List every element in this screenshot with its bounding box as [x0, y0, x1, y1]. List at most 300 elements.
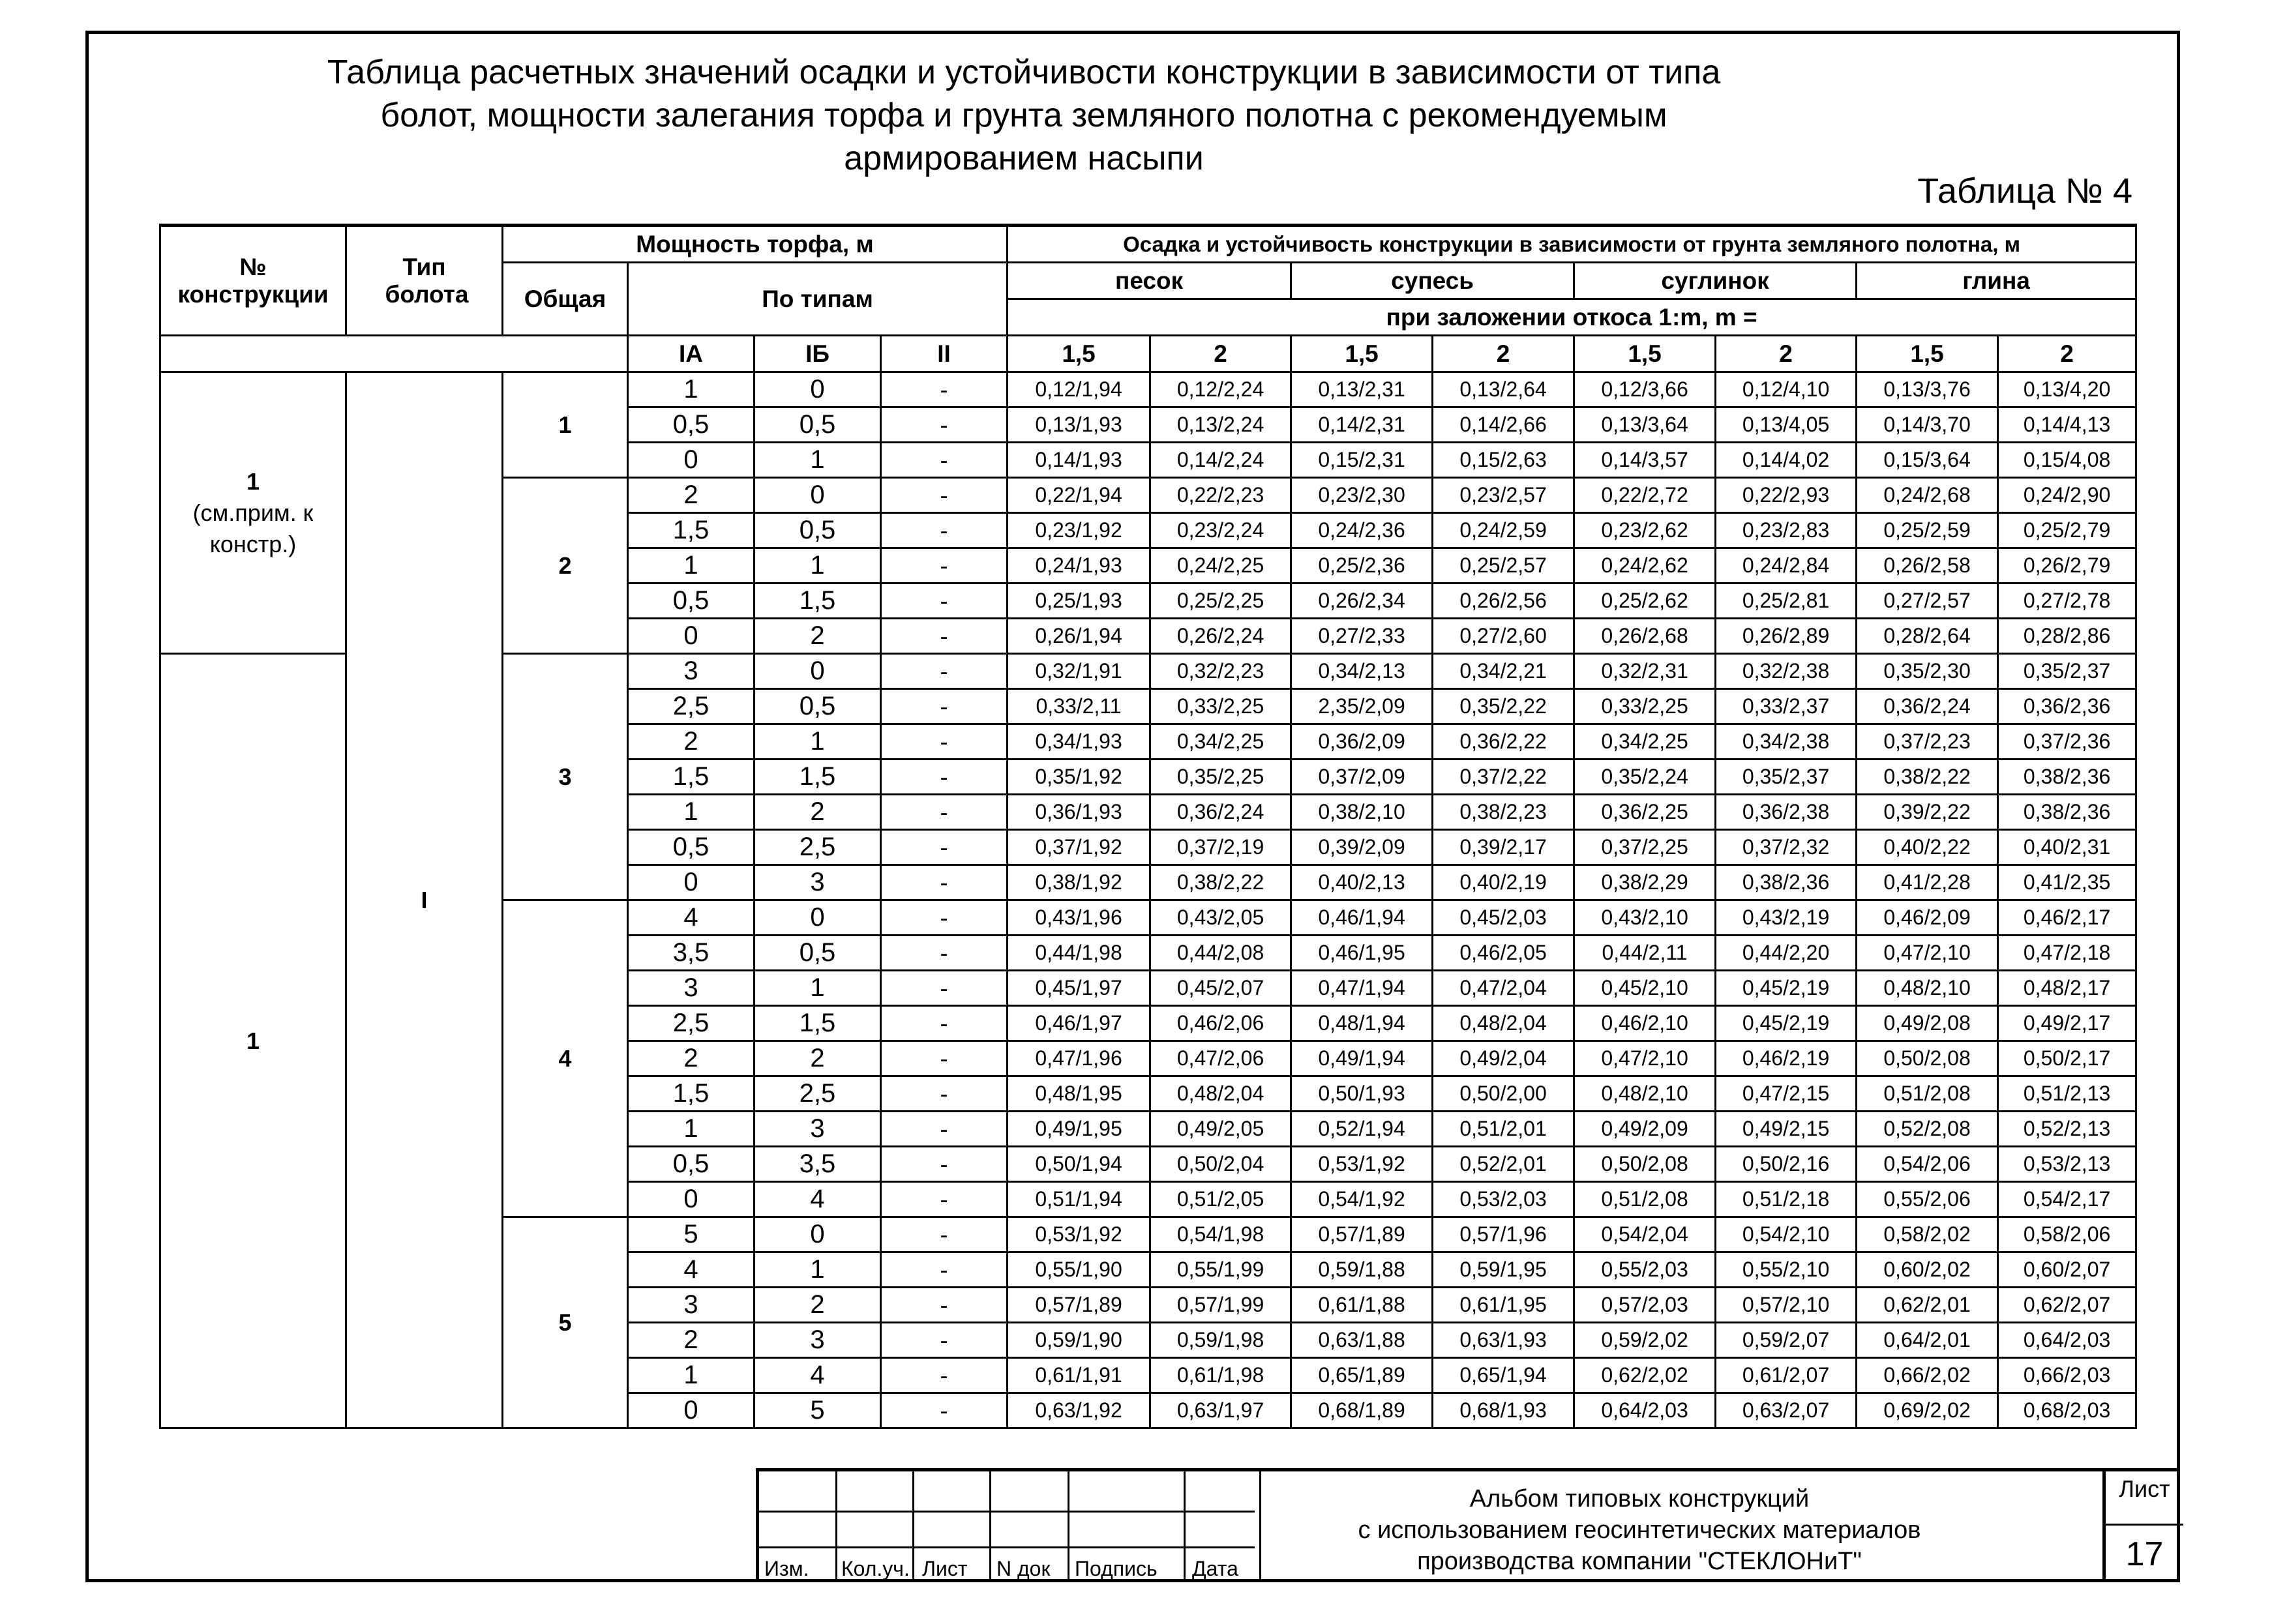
settlement-value-cell: 0,45/2,19: [1716, 1006, 1857, 1041]
page-title: [222, 51, 1826, 180]
peat-type-cell: 1,5: [628, 513, 755, 548]
peat-type-cell: -: [881, 1288, 1008, 1323]
settlement-value-cell: 0,26/2,58: [1857, 548, 1998, 583]
settlement-value-cell: 0,36/2,24: [1150, 795, 1291, 830]
settlement-value-cell: 0,46/1,97: [1008, 1006, 1150, 1041]
settlement-value-cell: 0,34/2,25: [1574, 724, 1716, 760]
settlement-value-cell: 0,35/2,24: [1574, 760, 1716, 795]
peat-type-cell: -: [881, 1252, 1008, 1288]
album-title: [1261, 1483, 2018, 1577]
settlement-value-cell: 0,12/4,10: [1716, 372, 1857, 407]
peat-type-cell: -: [881, 760, 1008, 795]
peat-type-cell: 2,5: [755, 1076, 881, 1112]
settlement-value-cell: 0,14/3,57: [1574, 443, 1716, 478]
settlement-value-cell: 0,64/2,03: [1574, 1393, 1716, 1428]
settlement-value-cell: 0,48/2,10: [1574, 1076, 1716, 1112]
peat-type-cell: -: [881, 1041, 1008, 1076]
settlement-value-cell: 0,22/2,72: [1574, 478, 1716, 513]
settlement-value-cell: 0,36/2,09: [1291, 724, 1433, 760]
settlement-value-cell: 0,53/2,03: [1433, 1182, 1574, 1217]
peat-type-cell: 2: [628, 724, 755, 760]
peat-type-cell: 2: [755, 1288, 881, 1323]
settlement-value-cell: 0,61/1,98: [1150, 1358, 1291, 1393]
peat-type-cell: 3: [755, 1323, 881, 1358]
settlement-value-cell: 0,13/4,05: [1716, 407, 1857, 443]
settlement-value-cell: 0,66/2,03: [1998, 1358, 2136, 1393]
peat-type-cell: 1,5: [755, 583, 881, 619]
header-total: Общая: [503, 263, 628, 336]
peat-type-cell: -: [881, 548, 1008, 583]
peat-type-cell: 0: [628, 443, 755, 478]
settlement-value-cell: 0,45/2,07: [1150, 971, 1291, 1006]
settlement-value-cell: 0,49/1,94: [1291, 1041, 1433, 1076]
settlement-value-cell: 0,62/2,01: [1857, 1288, 1998, 1323]
settlement-value-cell: 0,26/2,34: [1291, 583, 1433, 619]
settlement-value-cell: 0,57/1,89: [1291, 1217, 1433, 1252]
settlement-value-cell: 0,27/2,78: [1998, 583, 2136, 619]
settlement-value-cell: 0,13/3,64: [1574, 407, 1716, 443]
total-thickness-cell: 1: [503, 372, 628, 478]
settlement-value-cell: 0,38/2,23: [1433, 795, 1574, 830]
settlement-value-cell: 0,40/2,22: [1857, 830, 1998, 865]
settlement-value-cell: 0,54/2,04: [1574, 1217, 1716, 1252]
settlement-value-cell: 0,54/1,98: [1150, 1217, 1291, 1252]
settlement-value-cell: 0,25/2,62: [1574, 583, 1716, 619]
settlement-value-cell: 0,40/2,31: [1998, 830, 2136, 865]
settlement-value-cell: 0,48/1,94: [1291, 1006, 1433, 1041]
settlement-value-cell: 0,35/2,22: [1433, 689, 1574, 724]
settlement-value-cell: 0,59/1,98: [1150, 1323, 1291, 1358]
header-settlement: Осадка и устойчивость конструкции в зависимости от грунта земляного полотна, м: [1008, 226, 2136, 263]
settlement-value-cell: 0,41/2,28: [1857, 865, 1998, 900]
settlement-value-cell: 0,14/2,66: [1433, 407, 1574, 443]
settlement-value-cell: 0,15/4,08: [1998, 443, 2136, 478]
settlement-value-cell: 0,64/2,03: [1998, 1323, 2136, 1358]
settlement-value-cell: 0,33/2,25: [1574, 689, 1716, 724]
peat-type-cell: 1: [755, 1252, 881, 1288]
peat-type-cell: -: [881, 689, 1008, 724]
settlement-value-cell: 0,35/2,25: [1150, 760, 1291, 795]
settlement-value-cell: 0,53/1,92: [1008, 1217, 1150, 1252]
settlement-value-cell: 0,38/2,10: [1291, 795, 1433, 830]
settlement-value-cell: 0,36/2,38: [1716, 795, 1857, 830]
settlement-value-cell: 0,24/1,93: [1008, 548, 1150, 583]
header-by-types: По типам: [628, 263, 1008, 336]
peat-type-cell: 1: [755, 443, 881, 478]
settlement-value-cell: 0,49/2,17: [1998, 1006, 2136, 1041]
settlement-value-cell: 0,50/2,08: [1574, 1147, 1716, 1182]
table-row: [160, 372, 2136, 407]
settlement-value-cell: 0,54/2,10: [1716, 1217, 1857, 1252]
peat-type-cell: -: [881, 1076, 1008, 1112]
peat-type-cell: 0: [755, 372, 881, 407]
settlement-value-cell: 0,46/2,10: [1574, 1006, 1716, 1041]
settlement-value-cell: 0,44/1,98: [1008, 936, 1150, 971]
peat-type-cell: 1,5: [628, 1076, 755, 1112]
peat-type-cell: -: [881, 830, 1008, 865]
settlement-value-cell: 0,38/1,92: [1008, 865, 1150, 900]
settlement-value-cell: 0,48/2,04: [1150, 1076, 1291, 1112]
header-slope: при заложении откоса 1:m, m =: [1008, 299, 2136, 336]
settlement-value-cell: 0,65/1,94: [1433, 1358, 1574, 1393]
header-clay: глина: [1857, 263, 2136, 299]
settlement-value-cell: 0,35/2,37: [1716, 760, 1857, 795]
header-ia: IА: [628, 336, 755, 372]
settlement-value-cell: 0,28/2,86: [1998, 619, 2136, 654]
settlement-value-cell: 0,32/1,91: [1008, 654, 1150, 689]
stamp-label-data: Дата: [1192, 1557, 1238, 1580]
album-line-2: с использованием геосинтетических материалов: [1358, 1516, 1921, 1544]
settlement-value-cell: 0,43/1,96: [1008, 900, 1150, 936]
settlement-value-cell: 0,26/2,24: [1150, 619, 1291, 654]
stamp-label-podpis: Подпись: [1075, 1557, 1158, 1580]
peat-type-cell: 0: [628, 1393, 755, 1428]
settlement-value-cell: 0,68/1,93: [1433, 1393, 1574, 1428]
settlement-value-cell: 0,25/2,59: [1857, 513, 1998, 548]
peat-type-cell: 0: [755, 1217, 881, 1252]
settlement-value-cell: 0,57/1,99: [1150, 1288, 1291, 1323]
settlement-value-cell: 0,24/2,68: [1857, 478, 1998, 513]
settlement-value-cell: 0,22/2,93: [1716, 478, 1857, 513]
peat-type-cell: 0,5: [755, 407, 881, 443]
settlement-value-cell: 0,45/2,10: [1574, 971, 1716, 1006]
settlement-value-cell: 0,24/2,36: [1291, 513, 1433, 548]
settlement-value-cell: 0,38/2,29: [1574, 865, 1716, 900]
settlement-value-cell: 0,50/2,17: [1998, 1041, 2136, 1076]
settlement-value-cell: 0,39/2,09: [1291, 830, 1433, 865]
settlement-value-cell: 0,51/1,94: [1008, 1182, 1150, 1217]
settlement-value-cell: 0,22/2,23: [1150, 478, 1291, 513]
settlement-value-cell: 0,36/1,93: [1008, 795, 1150, 830]
settlement-value-cell: 0,35/2,37: [1998, 654, 2136, 689]
peat-type-cell: 0,5: [755, 936, 881, 971]
settlement-value-cell: 0,57/1,89: [1008, 1288, 1150, 1323]
settlement-value-cell: 0,47/1,94: [1291, 971, 1433, 1006]
settlement-value-cell: 0,33/2,25: [1150, 689, 1291, 724]
settlement-value-cell: 0,62/2,07: [1998, 1288, 2136, 1323]
settlement-value-cell: 0,36/2,36: [1998, 689, 2136, 724]
settlement-value-cell: 0,47/2,10: [1574, 1041, 1716, 1076]
settlement-value-cell: 0,46/1,94: [1291, 900, 1433, 936]
settlement-value-cell: 0,33/2,37: [1716, 689, 1857, 724]
settlement-value-cell: 0,49/2,09: [1574, 1112, 1716, 1147]
peat-type-cell: 5: [628, 1217, 755, 1252]
settlement-value-cell: 0,68/2,03: [1998, 1393, 2136, 1428]
peat-type-cell: 1,5: [755, 1006, 881, 1041]
header-m: 1,5: [1291, 336, 1433, 372]
settlement-value-cell: 0,66/2,02: [1857, 1358, 1998, 1393]
header-spacer: [160, 336, 628, 372]
settlement-value-cell: 0,50/2,08: [1857, 1041, 1998, 1076]
bog-type-cell: I: [346, 372, 503, 1428]
settlement-value-cell: 0,64/2,01: [1857, 1323, 1998, 1358]
total-thickness-cell: 5: [503, 1217, 628, 1428]
peat-type-cell: 1: [755, 971, 881, 1006]
settlement-value-cell: 0,51/2,08: [1857, 1076, 1998, 1112]
settlement-value-cell: 0,24/2,84: [1716, 548, 1857, 583]
settlement-value-cell: 0,50/2,00: [1433, 1076, 1574, 1112]
settlement-value-cell: 0,57/2,03: [1574, 1288, 1716, 1323]
peat-type-cell: 1: [628, 795, 755, 830]
settlement-value-cell: 0,14/4,13: [1998, 407, 2136, 443]
settlement-value-cell: 0,43/2,05: [1150, 900, 1291, 936]
peat-type-cell: 1: [628, 548, 755, 583]
construction-number-cell: 1: [160, 654, 346, 1428]
settlement-value-cell: 0,57/2,10: [1716, 1288, 1857, 1323]
settlement-value-cell: 0,34/1,93: [1008, 724, 1150, 760]
header-m: 2: [1716, 336, 1857, 372]
settlement-value-cell: 0,38/2,36: [1998, 760, 2136, 795]
settlement-value-cell: 0,23/2,83: [1716, 513, 1857, 548]
settlement-value-cell: 0,14/3,70: [1857, 407, 1998, 443]
sheet-number: 17: [2106, 1524, 2183, 1574]
peat-type-cell: 3: [755, 1112, 881, 1147]
peat-type-cell: 0,5: [755, 513, 881, 548]
header-constr-no: № конструкции: [160, 226, 346, 336]
settlement-value-cell: 0,55/1,99: [1150, 1252, 1291, 1288]
total-thickness-cell: 3: [503, 654, 628, 900]
peat-type-cell: 1,5: [755, 760, 881, 795]
settlement-value-cell: 0,59/2,02: [1574, 1323, 1716, 1358]
settlement-value-cell: 0,25/2,79: [1998, 513, 2136, 548]
peat-type-cell: -: [881, 795, 1008, 830]
stamp-label-list: Лист: [922, 1557, 968, 1580]
settlement-value-cell: 0,14/4,02: [1716, 443, 1857, 478]
settlement-value-cell: 0,38/2,36: [1998, 795, 2136, 830]
settlement-value-cell: 0,48/2,04: [1433, 1006, 1574, 1041]
settlement-value-cell: 0,23/2,30: [1291, 478, 1433, 513]
settlement-value-cell: 0,50/2,16: [1716, 1147, 1857, 1182]
header-bog-type: Тип болота: [346, 226, 503, 336]
settlement-value-cell: 0,52/1,94: [1291, 1112, 1433, 1147]
settlement-value-cell: 0,23/2,24: [1150, 513, 1291, 548]
header-peat-thickness: Мощность торфа, м: [503, 226, 1008, 263]
peat-type-cell: 0: [755, 654, 881, 689]
peat-type-cell: 1: [628, 1112, 755, 1147]
peat-type-cell: -: [881, 1323, 1008, 1358]
settlement-table: [159, 224, 2137, 1429]
peat-type-cell: 0,5: [628, 407, 755, 443]
sheet-box: [2102, 1471, 2183, 1582]
settlement-value-cell: 0,26/2,56: [1433, 583, 1574, 619]
settlement-value-cell: 0,22/1,94: [1008, 478, 1150, 513]
construction-number-cell: 1 (см.прим. к констр.): [160, 372, 346, 654]
settlement-value-cell: 2,35/2,09: [1291, 689, 1433, 724]
stamp-col: [991, 1471, 1069, 1582]
header-ib: IБ: [755, 336, 881, 372]
total-thickness-cell: 2: [503, 478, 628, 654]
settlement-value-cell: 0,26/2,68: [1574, 619, 1716, 654]
stamp-col: [837, 1471, 914, 1582]
peat-type-cell: -: [881, 372, 1008, 407]
settlement-value-cell: 0,44/2,11: [1574, 936, 1716, 971]
settlement-value-cell: 0,58/2,02: [1857, 1217, 1998, 1252]
peat-type-cell: 0,5: [628, 830, 755, 865]
settlement-value-cell: 0,36/2,24: [1857, 689, 1998, 724]
peat-type-cell: 2: [755, 619, 881, 654]
peat-type-cell: 3: [628, 1288, 755, 1323]
settlement-value-cell: 0,24/2,90: [1998, 478, 2136, 513]
settlement-value-cell: 0,61/1,95: [1433, 1288, 1574, 1323]
peat-type-cell: 2: [755, 795, 881, 830]
settlement-value-cell: 0,14/2,24: [1150, 443, 1291, 478]
settlement-value-cell: 0,12/1,94: [1008, 372, 1150, 407]
settlement-value-cell: 0,48/2,10: [1857, 971, 1998, 1006]
header-sandy-loam: супесь: [1291, 263, 1574, 299]
settlement-value-cell: 0,50/1,93: [1291, 1076, 1433, 1112]
settlement-value-cell: 0,55/2,10: [1716, 1252, 1857, 1288]
settlement-value-cell: 0,51/2,05: [1150, 1182, 1291, 1217]
settlement-value-cell: 0,54/1,92: [1291, 1182, 1433, 1217]
settlement-value-cell: 0,37/2,22: [1433, 760, 1574, 795]
settlement-value-cell: 0,46/2,19: [1716, 1041, 1857, 1076]
peat-type-cell: 4: [628, 900, 755, 936]
settlement-value-cell: 0,53/1,92: [1291, 1147, 1433, 1182]
settlement-value-cell: 0,36/2,22: [1433, 724, 1574, 760]
settlement-value-cell: 0,49/2,04: [1433, 1041, 1574, 1076]
settlement-value-cell: 0,54/2,17: [1998, 1182, 2136, 1217]
settlement-value-cell: 0,37/2,19: [1150, 830, 1291, 865]
header-ii: II: [881, 336, 1008, 372]
settlement-value-cell: 0,34/2,25: [1150, 724, 1291, 760]
settlement-value-cell: 0,46/1,95: [1291, 936, 1433, 971]
settlement-value-cell: 0,28/2,64: [1857, 619, 1998, 654]
settlement-value-cell: 0,47/2,04: [1433, 971, 1574, 1006]
peat-type-cell: -: [881, 407, 1008, 443]
settlement-value-cell: 0,46/2,05: [1433, 936, 1574, 971]
settlement-value-cell: 0,27/2,33: [1291, 619, 1433, 654]
peat-type-cell: 1: [755, 724, 881, 760]
settlement-value-cell: 0,46/2,17: [1998, 900, 2136, 936]
peat-type-cell: 3,5: [755, 1147, 881, 1182]
settlement-value-cell: 0,54/2,06: [1857, 1147, 1998, 1182]
settlement-value-cell: 0,53/2,13: [1998, 1147, 2136, 1182]
peat-type-cell: -: [881, 1217, 1008, 1252]
settlement-value-cell: 0,45/2,19: [1716, 971, 1857, 1006]
settlement-value-cell: 0,44/2,08: [1150, 936, 1291, 971]
peat-type-cell: 0: [628, 619, 755, 654]
table-number: Таблица № 4: [1917, 171, 2132, 211]
settlement-value-cell: 0,49/2,15: [1716, 1112, 1857, 1147]
stamp-col: [1186, 1471, 1261, 1582]
settlement-value-cell: 0,61/2,07: [1716, 1358, 1857, 1393]
settlement-value-cell: 0,59/1,90: [1008, 1323, 1150, 1358]
title-line-3: армированием насыпи: [844, 140, 1204, 177]
settlement-value-cell: 0,49/1,95: [1008, 1112, 1150, 1147]
settlement-value-cell: 0,26/2,79: [1998, 548, 2136, 583]
peat-type-cell: 0,5: [628, 1147, 755, 1182]
settlement-value-cell: 0,60/2,07: [1998, 1252, 2136, 1288]
settlement-value-cell: 0,26/2,89: [1716, 619, 1857, 654]
settlement-value-cell: 0,45/2,03: [1433, 900, 1574, 936]
settlement-value-cell: 0,59/1,95: [1433, 1252, 1574, 1288]
stamp-label-kol: Кол.уч.: [841, 1557, 910, 1580]
peat-type-cell: -: [881, 1393, 1008, 1428]
settlement-value-cell: 0,32/2,38: [1716, 654, 1857, 689]
peat-type-cell: -: [881, 724, 1008, 760]
peat-type-cell: 0,5: [628, 583, 755, 619]
title-line-1: Таблица расчетных значений осадки и устойчивости конструкции в зависимости от типа: [327, 53, 1721, 91]
album-line-1: Альбом типовых конструкций: [1469, 1485, 1810, 1513]
settlement-value-cell: 0,25/2,81: [1716, 583, 1857, 619]
settlement-value-cell: 0,63/1,88: [1291, 1323, 1433, 1358]
peat-type-cell: 2: [755, 1041, 881, 1076]
peat-type-cell: 0: [628, 1182, 755, 1217]
settlement-value-cell: 0,25/2,25: [1150, 583, 1291, 619]
settlement-value-cell: 0,38/2,22: [1857, 760, 1998, 795]
settlement-value-cell: 0,32/2,23: [1150, 654, 1291, 689]
settlement-value-cell: 0,68/1,89: [1291, 1393, 1433, 1428]
peat-type-cell: 0: [628, 865, 755, 900]
settlement-value-cell: 0,39/2,17: [1433, 830, 1574, 865]
header-loam: суглинок: [1574, 263, 1857, 299]
stamp-label-izm: Изм.: [764, 1557, 809, 1580]
settlement-value-cell: 0,38/2,22: [1150, 865, 1291, 900]
settlement-value-cell: 0,43/2,10: [1574, 900, 1716, 936]
peat-type-cell: 2: [628, 1323, 755, 1358]
peat-type-cell: -: [881, 900, 1008, 936]
settlement-value-cell: 0,35/2,30: [1857, 654, 1998, 689]
settlement-value-cell: 0,47/2,10: [1857, 936, 1998, 971]
settlement-value-cell: 0,63/2,07: [1716, 1393, 1857, 1428]
settlement-value-cell: 0,49/2,05: [1150, 1112, 1291, 1147]
peat-type-cell: 1: [628, 372, 755, 407]
settlement-value-cell: 0,44/2,20: [1716, 936, 1857, 971]
settlement-value-cell: 0,15/3,64: [1857, 443, 1998, 478]
settlement-value-cell: 0,25/2,36: [1291, 548, 1433, 583]
peat-type-cell: -: [881, 1112, 1008, 1147]
settlement-value-cell: 0,27/2,60: [1433, 619, 1574, 654]
peat-type-cell: 1: [628, 1358, 755, 1393]
header-sand: песок: [1008, 263, 1291, 299]
settlement-value-cell: 0,62/2,02: [1574, 1358, 1716, 1393]
settlement-value-cell: 0,38/2,36: [1716, 865, 1857, 900]
peat-type-cell: 0: [755, 478, 881, 513]
settlement-value-cell: 0,52/2,08: [1857, 1112, 1998, 1147]
peat-type-cell: -: [881, 478, 1008, 513]
settlement-value-cell: 0,50/1,94: [1008, 1147, 1150, 1182]
header-m: 1,5: [1857, 336, 1998, 372]
settlement-value-cell: 0,12/2,24: [1150, 372, 1291, 407]
settlement-value-cell: 0,27/2,57: [1857, 583, 1998, 619]
peat-type-cell: 4: [755, 1358, 881, 1393]
settlement-value-cell: 0,23/1,92: [1008, 513, 1150, 548]
settlement-value-cell: 0,61/1,88: [1291, 1288, 1433, 1323]
settlement-value-cell: 0,57/1,96: [1433, 1217, 1574, 1252]
settlement-value-cell: 0,63/1,92: [1008, 1393, 1150, 1428]
total-thickness-cell: 4: [503, 900, 628, 1217]
settlement-value-cell: 0,33/2,11: [1008, 689, 1150, 724]
settlement-value-cell: 0,47/1,96: [1008, 1041, 1150, 1076]
settlement-value-cell: 0,58/2,06: [1998, 1217, 2136, 1252]
peat-type-cell: -: [881, 936, 1008, 971]
settlement-value-cell: 0,40/2,19: [1433, 865, 1574, 900]
settlement-value-cell: 0,13/4,20: [1998, 372, 2136, 407]
peat-type-cell: -: [881, 971, 1008, 1006]
settlement-value-cell: 0,26/1,94: [1008, 619, 1150, 654]
header-m: 2: [1150, 336, 1291, 372]
settlement-value-cell: 0,13/2,64: [1433, 372, 1574, 407]
settlement-value-cell: 0,60/2,02: [1857, 1252, 1998, 1288]
settlement-value-cell: 0,23/2,57: [1433, 478, 1574, 513]
header-m: 2: [1998, 336, 2136, 372]
settlement-value-cell: 0,37/2,09: [1291, 760, 1433, 795]
settlement-value-cell: 0,24/2,62: [1574, 548, 1716, 583]
settlement-value-cell: 0,69/2,02: [1857, 1393, 1998, 1428]
title-line-2: болот, мощности залегания торфа и грунта земляного полотна с рекомендуемым: [380, 96, 1667, 134]
peat-type-cell: -: [881, 1358, 1008, 1393]
settlement-value-cell: 0,32/2,31: [1574, 654, 1716, 689]
